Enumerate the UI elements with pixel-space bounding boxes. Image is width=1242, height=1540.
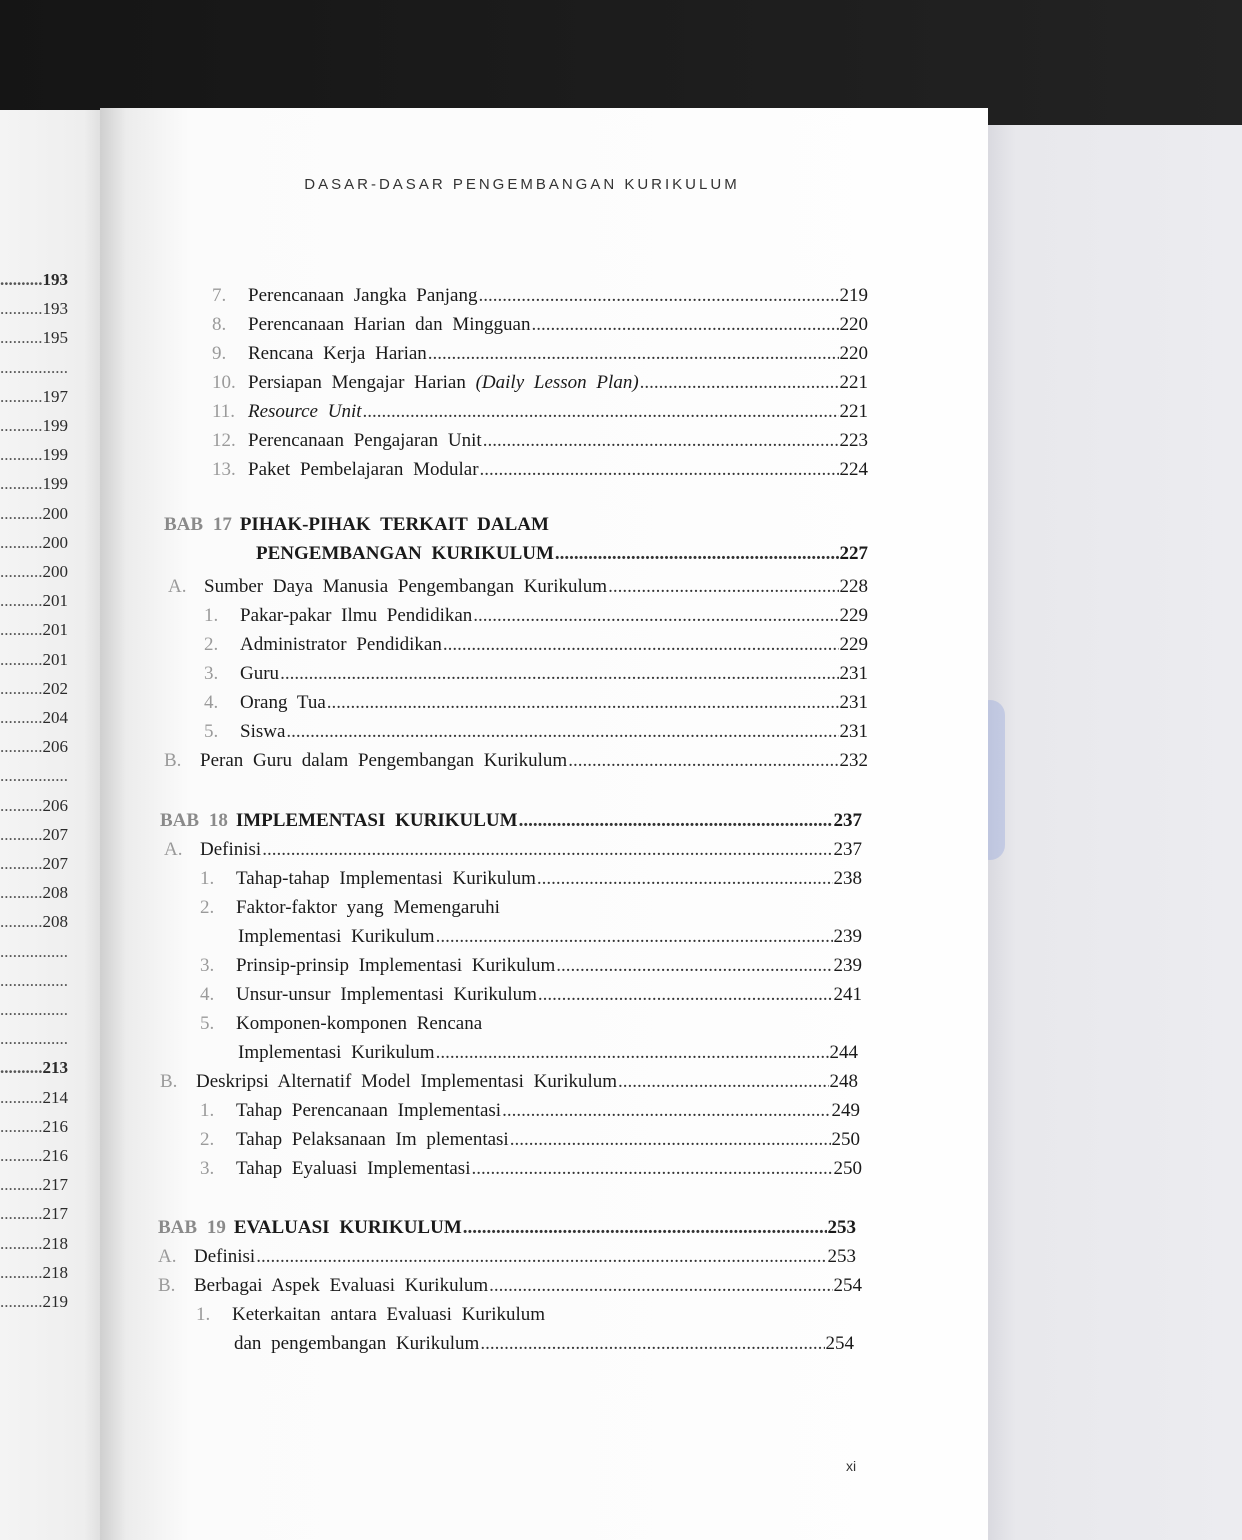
- leader-dots: [478, 285, 838, 307]
- leader-dots: [0, 533, 43, 553]
- entry-title: Rencana Kerja Harian: [248, 343, 427, 364]
- leader-dots: [0, 708, 43, 728]
- entry-page: 244: [829, 1042, 858, 1063]
- entry-page: 229: [839, 634, 868, 655]
- toc-entry: [238, 926, 862, 952]
- toc-entry: [212, 459, 868, 485]
- entry-title: EVALUASI KURIKULUM: [233, 1217, 462, 1238]
- toc-entry: [168, 576, 868, 602]
- left-page-row: [0, 825, 68, 849]
- toc-entry: [238, 1042, 858, 1068]
- entry-title: Perencanaan Pengajaran Unit: [248, 430, 482, 451]
- entry-number: 12.: [212, 430, 236, 451]
- left-page-row: [0, 504, 68, 528]
- left-page-number: 213: [42, 1058, 68, 1078]
- toc-entry: [164, 839, 862, 865]
- entry-page: 254: [833, 1275, 862, 1296]
- entry-page: 224: [839, 459, 868, 480]
- entry-title: PIHAK-PIHAK TERKAIT DALAM: [239, 514, 549, 535]
- entry-page: 250: [831, 1129, 860, 1150]
- left-page-row: [0, 883, 68, 907]
- left-page-row: [0, 766, 68, 790]
- entry-title: Faktor-faktor yang Memengaruhi: [236, 897, 500, 918]
- leader-dots: [537, 868, 833, 890]
- left-page-number: 201: [42, 649, 68, 669]
- entry-title: Tahap Eyaluasi Implementasi: [236, 1158, 471, 1179]
- leader-dots: [463, 1217, 827, 1239]
- left-page-number: 217: [42, 1204, 68, 1224]
- entry-page: 231: [839, 663, 868, 684]
- leader-dots: [0, 1292, 43, 1312]
- toc-entry: [158, 1246, 856, 1272]
- left-page-number: 207: [42, 824, 68, 844]
- toc-entry: [212, 430, 868, 456]
- entry-page: 232: [839, 750, 868, 771]
- entry-page: 221: [839, 401, 868, 422]
- left-page-number: 206: [42, 737, 68, 757]
- left-page-row: [0, 912, 68, 936]
- entry-number: 5.: [204, 721, 219, 742]
- entry-title: Perencanaan Harian dan Mingguan: [248, 314, 531, 335]
- left-page-number: 208: [42, 912, 68, 932]
- left-page-row: [0, 942, 68, 966]
- entry-page: 219: [839, 285, 868, 306]
- entry-title: Sumber Daya Manusia Pengembangan Kurikulum: [204, 576, 608, 597]
- left-page-number: 216: [42, 1116, 68, 1136]
- entry-title: IMPLEMENTASI KURIKULUM: [235, 810, 518, 831]
- entry-page: 248: [829, 1071, 858, 1092]
- leader-dots: [262, 839, 832, 861]
- left-page-number: 200: [42, 503, 68, 523]
- leader-dots: [0, 766, 68, 786]
- toc-entry: [204, 663, 868, 689]
- toc-entry: [200, 1158, 862, 1184]
- toc-entry: [200, 1013, 482, 1039]
- toc-entry: [200, 868, 862, 894]
- entry-page: 239: [833, 955, 862, 976]
- entry-title: Peran Guru dalam Pengembangan Kurikulum: [200, 750, 568, 771]
- leader-dots: [327, 692, 839, 714]
- entry-title: Berbagai Aspek Evaluasi Kurikulum: [194, 1275, 489, 1296]
- leader-dots: [510, 1129, 831, 1151]
- chapter-heading: [160, 810, 862, 836]
- toc-entry: [200, 1129, 860, 1155]
- leader-dots: [480, 459, 839, 481]
- entry-page: 220: [839, 343, 868, 364]
- left-page-number: 204: [42, 708, 68, 727]
- entry-number: A.: [168, 576, 187, 597]
- left-page-row: [0, 299, 68, 323]
- entry-title: Komponen-komponen Rencana: [236, 1013, 483, 1034]
- leader-dots: [280, 663, 838, 685]
- entry-title: Perencanaan Jangka Panjang: [248, 285, 478, 306]
- entry-title: Prinsip-prinsip Implementasi Kurikulum: [236, 955, 556, 976]
- entry-number: B.: [158, 1275, 176, 1296]
- entry-number: 3.: [200, 955, 215, 976]
- left-page-number: 207: [42, 854, 68, 873]
- leader-dots: [0, 1234, 43, 1254]
- leader-dots: [436, 926, 833, 948]
- leader-dots: [0, 1000, 68, 1020]
- entry-page: 241: [833, 984, 862, 1005]
- entry-page: 231: [839, 721, 868, 742]
- leader-dots: [0, 737, 43, 757]
- entry-page: 223: [839, 430, 868, 451]
- entry-number: 1.: [196, 1304, 211, 1325]
- leader-dots: [256, 1246, 826, 1268]
- toc-entry: [212, 372, 868, 398]
- entry-title: Pakar-pakar Ilmu Pendidikan: [240, 605, 473, 626]
- left-page-number: 218: [42, 1233, 68, 1253]
- left-page-row: [0, 591, 68, 615]
- left-page-row: [0, 474, 68, 498]
- toc-entry: [204, 721, 868, 747]
- left-page-row: [0, 270, 68, 294]
- left-page-number: 193: [42, 299, 68, 319]
- leader-dots: [0, 825, 43, 845]
- entry-number: BAB 19: [158, 1217, 226, 1238]
- entry-number: 7.: [212, 285, 227, 306]
- left-page-number: 199: [42, 416, 68, 435]
- toc-entry: [204, 634, 868, 660]
- entry-page: 253: [827, 1217, 856, 1238]
- left-page-number: 199: [42, 445, 68, 465]
- leader-dots: [608, 576, 838, 598]
- left-page-row: [0, 1029, 68, 1053]
- entry-page: 231: [839, 692, 868, 713]
- left-page-row: [0, 796, 68, 820]
- leader-dots: [0, 620, 43, 640]
- leader-dots: [519, 810, 833, 832]
- toc-entry: [200, 955, 862, 981]
- toc-entry: [200, 897, 500, 923]
- toc-entry: [234, 1333, 854, 1359]
- entry-page: 249: [831, 1100, 860, 1121]
- leader-dots: [0, 299, 43, 319]
- leader-dots: [0, 474, 43, 494]
- left-page-row: [0, 1088, 68, 1112]
- leader-dots: [443, 634, 839, 656]
- toc-entry: [164, 750, 868, 776]
- leader-dots: [0, 328, 43, 348]
- left-page-row: [0, 1058, 68, 1082]
- entry-page: 253: [827, 1246, 856, 1267]
- entry-number: 1.: [200, 868, 215, 889]
- left-page-number: 201: [42, 591, 68, 611]
- chapter-heading: [158, 1217, 856, 1243]
- left-page-number: 216: [42, 1146, 68, 1165]
- left-page-row: [0, 1175, 68, 1199]
- left-page-row: [0, 1292, 68, 1316]
- leader-dots: [0, 650, 43, 670]
- left-page-number: 217: [42, 1175, 68, 1195]
- entry-title: dan pengembangan Kurikulum: [234, 1333, 480, 1354]
- entry-title: Implementasi Kurikulum: [238, 1042, 435, 1063]
- leader-dots: [0, 1146, 43, 1166]
- toc-entry: [200, 1100, 860, 1126]
- entry-number: A.: [164, 839, 183, 860]
- leader-dots: [0, 942, 68, 962]
- left-page-number: 200: [42, 562, 68, 581]
- left-page-row: [0, 679, 68, 703]
- entry-page: 250: [833, 1158, 862, 1179]
- entry-page: 239: [833, 926, 862, 947]
- entry-number: BAB 17: [164, 514, 232, 535]
- left-page-number: 214: [42, 1087, 68, 1107]
- entry-title: Implementasi Kurikulum: [238, 926, 435, 947]
- leader-dots: [436, 1042, 829, 1064]
- left-page-row: [0, 1234, 68, 1258]
- left-page-row: [0, 387, 68, 411]
- entry-page: 254: [825, 1333, 854, 1354]
- entry-number: 9.: [212, 343, 227, 364]
- entry-number: 2.: [204, 634, 219, 655]
- entry-title: Administrator Pendidikan: [240, 634, 442, 655]
- left-page-number: 219: [42, 1292, 68, 1311]
- toc-entry: [160, 1071, 858, 1097]
- entry-title: Definisi: [200, 839, 262, 860]
- entry-number: 1.: [204, 605, 219, 626]
- leader-dots: [0, 1204, 43, 1224]
- left-page-number: 200: [42, 532, 68, 552]
- toc-entry: [204, 692, 868, 718]
- leader-dots: [568, 750, 838, 772]
- entry-page: 227: [839, 543, 868, 564]
- left-page-number: 218: [42, 1262, 68, 1282]
- entry-title: Resource Unit: [248, 401, 362, 422]
- left-page-row: [0, 416, 68, 440]
- left-page-row: [0, 358, 68, 382]
- left-page-row: [0, 1000, 68, 1024]
- left-page-number: 195: [42, 328, 68, 348]
- leader-dots: [0, 1175, 43, 1195]
- entry-title: Paket Pembelajaran Modular: [248, 459, 479, 480]
- entry-title: Definisi: [194, 1246, 256, 1267]
- leader-dots: [0, 1029, 68, 1049]
- entry-number: 3.: [200, 1158, 215, 1179]
- chapter-heading: [164, 514, 549, 540]
- leader-dots: [0, 883, 43, 903]
- entry-page: 237: [833, 839, 862, 860]
- leader-dots: [0, 445, 43, 465]
- page-number: xi: [846, 1458, 857, 1474]
- toc-entry: [196, 1304, 545, 1330]
- entry-title: Tahap Perencanaan Implementasi: [236, 1100, 502, 1121]
- leader-dots: [473, 605, 838, 627]
- leader-dots: [0, 591, 43, 611]
- entry-page: 237: [833, 810, 862, 831]
- left-page-row: [0, 854, 68, 878]
- scan-surface-right: [985, 125, 1242, 1540]
- leader-dots: [0, 854, 43, 874]
- left-page-row: [0, 562, 68, 586]
- leader-dots: [0, 387, 43, 407]
- leader-dots: [502, 1100, 830, 1122]
- entry-number: 2.: [200, 897, 215, 918]
- left-page-row: [0, 708, 68, 732]
- left-page-row: [0, 971, 68, 995]
- entry-title: Keterkaitan antara Evaluasi Kurikulum: [232, 1304, 546, 1325]
- left-page-row: [0, 1263, 68, 1287]
- entry-number: A.: [158, 1246, 177, 1267]
- toc-entry: [256, 543, 868, 569]
- entry-number: 4.: [200, 984, 215, 1005]
- toc-entry: [212, 314, 868, 340]
- entry-title: Persiapan Mengajar Harian (Daily Lesson Plan): [248, 372, 639, 393]
- left-page-row: [0, 328, 68, 352]
- entry-number: 2.: [200, 1129, 215, 1150]
- leader-dots: [363, 401, 839, 423]
- entry-number: 11.: [212, 401, 236, 422]
- left-page-row: [0, 445, 68, 469]
- leader-dots: [0, 358, 68, 378]
- left-page-number: 199: [42, 474, 68, 494]
- leader-dots: [640, 372, 839, 394]
- entry-page: 229: [839, 605, 868, 626]
- leader-dots: [489, 1275, 832, 1297]
- entry-page: 220: [839, 314, 868, 335]
- toc-entry: [200, 984, 862, 1010]
- left-page-number: 197: [42, 386, 68, 406]
- left-page-row: [0, 533, 68, 557]
- entry-title: Unsur-unsur Implementasi Kurikulum: [236, 984, 537, 1005]
- entry-number: 8.: [212, 314, 227, 335]
- leader-dots: [0, 796, 43, 816]
- leader-dots: [483, 430, 839, 452]
- entry-page: 238: [833, 868, 862, 889]
- leader-dots: [428, 343, 839, 365]
- leader-dots: [556, 955, 832, 977]
- toc-entry: [158, 1275, 862, 1301]
- leader-dots: [0, 416, 43, 436]
- entry-number: 3.: [204, 663, 219, 684]
- running-head: DASAR-DASAR PENGEMBANGAN KURIKULUM: [304, 176, 740, 193]
- entry-title: Siswa: [240, 721, 286, 742]
- left-page-number: 193: [42, 270, 68, 289]
- leader-dots: [531, 314, 838, 336]
- entry-number: BAB 18: [160, 810, 228, 831]
- leader-dots: [0, 1088, 43, 1108]
- entry-number: B.: [160, 1071, 178, 1092]
- left-page-number: 201: [42, 620, 68, 640]
- left-page-number: 208: [42, 883, 68, 903]
- left-page-number: 206: [42, 795, 68, 815]
- left-page-row: [0, 1146, 68, 1170]
- entry-title: Tahap-tahap Implementasi Kurikulum: [236, 868, 536, 889]
- left-page-row: [0, 1117, 68, 1141]
- leader-dots: [471, 1158, 832, 1180]
- leader-dots: [555, 543, 839, 565]
- leader-dots: [538, 984, 833, 1006]
- leader-dots: [480, 1333, 824, 1355]
- entry-title: Tahap Pelaksanaan Im plementasi: [236, 1129, 509, 1150]
- toc-entry: [212, 401, 868, 427]
- leader-dots: [0, 1058, 43, 1078]
- toc-entry: [212, 285, 868, 311]
- leader-dots: [0, 679, 43, 699]
- toc-entry: [212, 343, 868, 369]
- leader-dots: [286, 721, 838, 743]
- entry-number: 5.: [200, 1013, 215, 1034]
- entry-number: 1.: [200, 1100, 215, 1121]
- entry-title: Deskripsi Alternatif Model Implementasi Kurikulum: [196, 1071, 618, 1092]
- leader-dots: [0, 1263, 43, 1283]
- leader-dots: [0, 912, 43, 932]
- leader-dots: [0, 971, 68, 991]
- entry-title: Orang Tua: [240, 692, 326, 713]
- left-page-row: [0, 1204, 68, 1228]
- entry-title: Guru: [240, 663, 280, 684]
- leader-dots: [0, 1117, 43, 1137]
- left-page-row: [0, 737, 68, 761]
- entry-page: 221: [839, 372, 868, 393]
- entry-number: B.: [164, 750, 182, 771]
- entry-number: 4.: [204, 692, 219, 713]
- leader-dots: [0, 504, 43, 524]
- left-page-row: [0, 620, 68, 644]
- leader-dots: [0, 270, 43, 290]
- entry-title: PENGEMBANGAN KURIKULUM: [256, 543, 554, 564]
- left-page-number: 202: [42, 678, 68, 698]
- entry-page: 228: [839, 576, 868, 597]
- leader-dots: [0, 562, 43, 582]
- toc-entry: [204, 605, 868, 631]
- leader-dots: [618, 1071, 828, 1093]
- entry-number: 13.: [212, 459, 236, 480]
- left-page-row: [0, 650, 68, 674]
- entry-number: 10.: [212, 372, 236, 393]
